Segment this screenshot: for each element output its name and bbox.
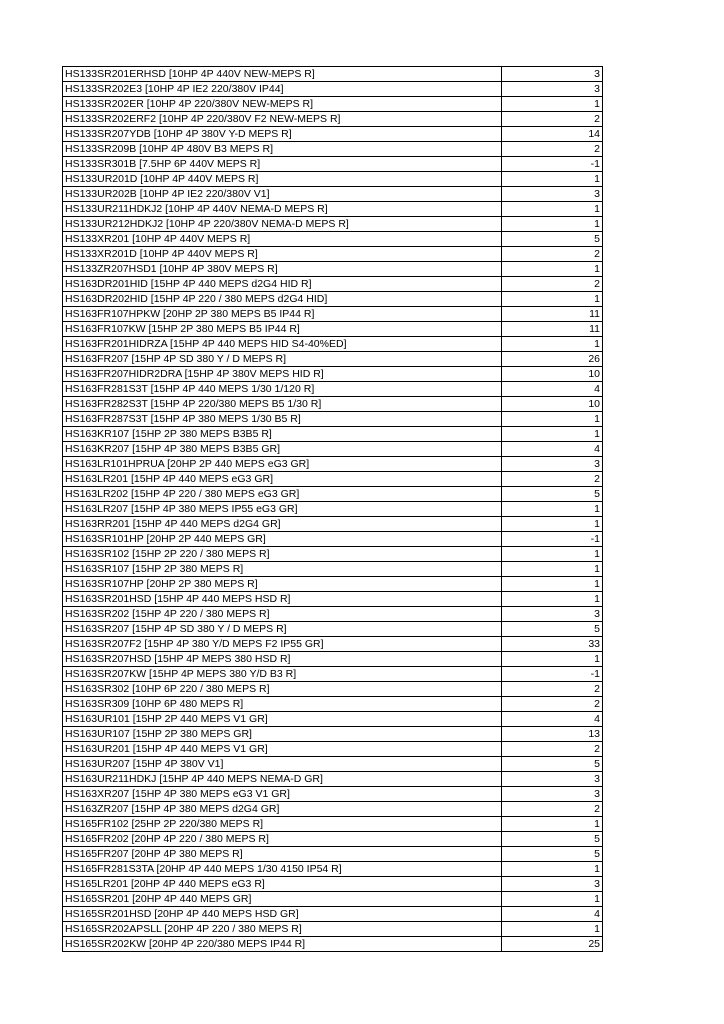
- table-row: [63, 232, 603, 247]
- item-description-cell: HS133SR301B [7.5HP 6P 440V MEPS R]: [63, 157, 502, 172]
- table-row: [63, 892, 603, 907]
- table-row: [63, 442, 603, 457]
- item-description-cell: HS133SR207YDB [10HP 4P 380V Y-D MEPS R]: [63, 127, 502, 142]
- quantity-cell: 1: [502, 517, 603, 532]
- quantity-cell: 4: [502, 442, 603, 457]
- item-description-cell: HS163KR107 [15HP 2P 380 MEPS B3B5 R]: [63, 427, 502, 442]
- table-row: [63, 187, 603, 202]
- table-row: [63, 292, 603, 307]
- quantity-cell: 2: [502, 472, 603, 487]
- table-row: [63, 337, 603, 352]
- table-row: [63, 787, 603, 802]
- table-row: [63, 937, 603, 952]
- item-description-cell: HS165FR207 [20HP 4P 380 MEPS R]: [63, 847, 502, 862]
- quantity-cell: 5: [502, 232, 603, 247]
- table-row: [63, 592, 603, 607]
- quantity-cell: 5: [502, 832, 603, 847]
- item-description-cell: HS163FR281S3T [15HP 4P 440 MEPS 1/30 1/120 R]: [63, 382, 502, 397]
- item-description-cell: HS163LR202 [15HP 4P 220 / 380 MEPS eG3 GR]: [63, 487, 502, 502]
- table-row: [63, 202, 603, 217]
- quantity-cell: 4: [502, 712, 603, 727]
- table-row: [63, 622, 603, 637]
- table-row: [63, 847, 603, 862]
- table-row: [63, 907, 603, 922]
- table-row: [63, 862, 603, 877]
- quantity-cell: 2: [502, 802, 603, 817]
- quantity-cell: 11: [502, 322, 603, 337]
- item-description-cell: HS163SR207KW [15HP 4P MEPS 380 Y/D B3 R]: [63, 667, 502, 682]
- item-description-cell: HS165SR202KW [20HP 4P 220/380 MEPS IP44 R]: [63, 937, 502, 952]
- quantity-cell: 3: [502, 877, 603, 892]
- item-description-cell: HS163UR101 [15HP 2P 440 MEPS V1 GR]: [63, 712, 502, 727]
- quantity-cell: 1: [502, 562, 603, 577]
- table-row: [63, 322, 603, 337]
- quantity-cell: 1: [502, 922, 603, 937]
- table-row: [63, 802, 603, 817]
- table-row: [63, 277, 603, 292]
- table-row: [63, 397, 603, 412]
- item-description-cell: HS133SR201ERHSD [10HP 4P 440V NEW-MEPS R]: [63, 67, 502, 82]
- item-description-cell: HS165SR201 [20HP 4P 440 MEPS GR]: [63, 892, 502, 907]
- item-description-cell: HS165FR102 [25HP 2P 220/380 MEPS R]: [63, 817, 502, 832]
- item-description-cell: HS163SR101HP [20HP 2P 440 MEPS GR]: [63, 532, 502, 547]
- quantity-cell: 3: [502, 457, 603, 472]
- quantity-cell: 1: [502, 592, 603, 607]
- table-row: [63, 307, 603, 322]
- table-row: [63, 577, 603, 592]
- table-row: [63, 247, 603, 262]
- table-row: [63, 877, 603, 892]
- table-row: [63, 532, 603, 547]
- item-description-cell: HS163SR202 [15HP 4P 220 / 380 MEPS R]: [63, 607, 502, 622]
- table-row: [63, 502, 603, 517]
- item-description-cell: HS133UR202B [10HP 4P IE2 220/380V V1]: [63, 187, 502, 202]
- table-row: [63, 217, 603, 232]
- quantity-cell: 1: [502, 262, 603, 277]
- item-description-cell: HS133SR202ERF2 [10HP 4P 220/380V F2 NEW-MEPS R]: [63, 112, 502, 127]
- item-description-cell: HS133SR209B [10HP 4P 480V B3 MEPS R]: [63, 142, 502, 157]
- quantity-cell: 3: [502, 607, 603, 622]
- table-row: [63, 667, 603, 682]
- quantity-cell: 1: [502, 337, 603, 352]
- quantity-cell: 3: [502, 772, 603, 787]
- table-row: [63, 697, 603, 712]
- table-row: [63, 727, 603, 742]
- table-row: [63, 157, 603, 172]
- item-description-cell: HS163KR207 [15HP 4P 380 MEPS B3B5 GR]: [63, 442, 502, 457]
- quantity-cell: 4: [502, 382, 603, 397]
- quantity-cell: 1: [502, 577, 603, 592]
- item-description-cell: HS163SR309 [10HP 6P 480 MEPS R]: [63, 697, 502, 712]
- table-row: [63, 142, 603, 157]
- item-description-cell: HS165FR202 [20HP 4P 220 / 380 MEPS R]: [63, 832, 502, 847]
- quantity-cell: 1: [502, 217, 603, 232]
- quantity-cell: 10: [502, 397, 603, 412]
- item-description-cell: HS163LR101HPRUA [20HP 2P 440 MEPS eG3 GR]: [63, 457, 502, 472]
- table-row: [63, 127, 603, 142]
- item-description-cell: HS163SR201HSD [15HP 4P 440 MEPS HSD R]: [63, 592, 502, 607]
- table-row: [63, 637, 603, 652]
- table-row: [63, 652, 603, 667]
- inventory-table-body: [63, 67, 603, 952]
- table-row: [63, 682, 603, 697]
- table-row: [63, 472, 603, 487]
- table-row: [63, 772, 603, 787]
- item-description-cell: HS163DR202HID [15HP 4P 220 / 380 MEPS d2G4 HID]: [63, 292, 502, 307]
- table-row: [63, 427, 603, 442]
- item-description-cell: HS133UR212HDKJ2 [10HP 4P 220/380V NEMA-D MEPS R]: [63, 217, 502, 232]
- item-description-cell: HS165LR201 [20HP 4P 440 MEPS eG3 R]: [63, 877, 502, 892]
- table-row: [63, 487, 603, 502]
- item-description-cell: HS163FR201HIDRZA [15HP 4P 440 MEPS HID S4-40%ED]: [63, 337, 502, 352]
- table-row: [63, 712, 603, 727]
- item-description-cell: HS163SR107HP [20HP 2P 380 MEPS R]: [63, 577, 502, 592]
- inventory-sheet: [62, 66, 600, 952]
- quantity-cell: 4: [502, 907, 603, 922]
- quantity-cell: 2: [502, 697, 603, 712]
- table-row: [63, 757, 603, 772]
- quantity-cell: 5: [502, 757, 603, 772]
- quantity-cell: 33: [502, 637, 603, 652]
- quantity-cell: 3: [502, 67, 603, 82]
- item-description-cell: HS163SR102 [15HP 2P 220 / 380 MEPS R]: [63, 547, 502, 562]
- quantity-cell: 14: [502, 127, 603, 142]
- inventory-table: [62, 66, 603, 952]
- item-description-cell: HS165SR202APSLL [20HP 4P 220 / 380 MEPS R]: [63, 922, 502, 937]
- quantity-cell: -1: [502, 532, 603, 547]
- item-description-cell: HS133ZR207HSD1 [10HP 4P 380V MEPS R]: [63, 262, 502, 277]
- quantity-cell: 13: [502, 727, 603, 742]
- item-description-cell: HS163FR207 [15HP 4P SD 380 Y / D MEPS R]: [63, 352, 502, 367]
- item-description-cell: HS163UR211HDKJ [15HP 4P 440 MEPS NEMA-D GR]: [63, 772, 502, 787]
- table-row: [63, 97, 603, 112]
- table-row: [63, 922, 603, 937]
- table-row: [63, 67, 603, 82]
- table-row: [63, 412, 603, 427]
- item-description-cell: HS133SR202E3 [10HP 4P IE2 220/380V IP44]: [63, 82, 502, 97]
- quantity-cell: 3: [502, 187, 603, 202]
- item-description-cell: HS163SR207HSD [15HP 4P MEPS 380 HSD R]: [63, 652, 502, 667]
- item-description-cell: HS163FR207HIDR2DRA [15HP 4P 380V MEPS HID R]: [63, 367, 502, 382]
- table-row: [63, 607, 603, 622]
- quantity-cell: 1: [502, 502, 603, 517]
- table-row: [63, 262, 603, 277]
- quantity-cell: 1: [502, 892, 603, 907]
- item-description-cell: HS165SR201HSD [20HP 4P 440 MEPS HSD GR]: [63, 907, 502, 922]
- item-description-cell: HS163FR282S3T [15HP 4P 220/380 MEPS B5 1/30 R]: [63, 397, 502, 412]
- table-row: [63, 112, 603, 127]
- table-row: [63, 352, 603, 367]
- quantity-cell: 10: [502, 367, 603, 382]
- item-description-cell: HS133XR201 [10HP 4P 440V MEPS R]: [63, 232, 502, 247]
- item-description-cell: HS163SR207F2 [15HP 4P 380 Y/D MEPS F2 IP55 GR]: [63, 637, 502, 652]
- table-row: [63, 817, 603, 832]
- quantity-cell: 1: [502, 412, 603, 427]
- quantity-cell: 3: [502, 82, 603, 97]
- quantity-cell: 1: [502, 292, 603, 307]
- quantity-cell: 1: [502, 427, 603, 442]
- table-row: [63, 547, 603, 562]
- table-row: [63, 367, 603, 382]
- quantity-cell: 2: [502, 742, 603, 757]
- quantity-cell: 1: [502, 172, 603, 187]
- item-description-cell: HS163FR107HPKW [20HP 2P 380 MEPS B5 IP44 R]: [63, 307, 502, 322]
- quantity-cell: 1: [502, 202, 603, 217]
- quantity-cell: 26: [502, 352, 603, 367]
- quantity-cell: 2: [502, 247, 603, 262]
- table-row: [63, 82, 603, 97]
- item-description-cell: HS133UR201D [10HP 4P 440V MEPS R]: [63, 172, 502, 187]
- quantity-cell: -1: [502, 667, 603, 682]
- item-description-cell: HS133XR201D [10HP 4P 440V MEPS R]: [63, 247, 502, 262]
- quantity-cell: 3: [502, 787, 603, 802]
- item-description-cell: HS163RR201 [15HP 4P 440 MEPS d2G4 GR]: [63, 517, 502, 532]
- item-description-cell: HS163FR107KW [15HP 2P 380 MEPS B5 IP44 R]: [63, 322, 502, 337]
- item-description-cell: HS163UR207 [15HP 4P 380V V1]: [63, 757, 502, 772]
- table-row: [63, 517, 603, 532]
- quantity-cell: 5: [502, 847, 603, 862]
- quantity-cell: 2: [502, 142, 603, 157]
- item-description-cell: HS165FR281S3TA [20HP 4P 440 MEPS 1/30 4150 IP54 R]: [63, 862, 502, 877]
- item-description-cell: HS163LR207 [15HP 4P 380 MEPS IP55 eG3 GR]: [63, 502, 502, 517]
- quantity-cell: 2: [502, 277, 603, 292]
- item-description-cell: HS163SR107 [15HP 2P 380 MEPS R]: [63, 562, 502, 577]
- quantity-cell: 1: [502, 862, 603, 877]
- quantity-cell: 11: [502, 307, 603, 322]
- quantity-cell: 5: [502, 622, 603, 637]
- quantity-cell: 5: [502, 487, 603, 502]
- table-row: [63, 562, 603, 577]
- quantity-cell: 1: [502, 817, 603, 832]
- table-row: [63, 832, 603, 847]
- quantity-cell: 25: [502, 937, 603, 952]
- item-description-cell: HS163XR207 [15HP 4P 380 MEPS eG3 V1 GR]: [63, 787, 502, 802]
- table-row: [63, 742, 603, 757]
- table-row: [63, 172, 603, 187]
- table-row: [63, 382, 603, 397]
- quantity-cell: 2: [502, 112, 603, 127]
- item-description-cell: HS163DR201HID [15HP 4P 440 MEPS d2G4 HID R]: [63, 277, 502, 292]
- quantity-cell: 1: [502, 652, 603, 667]
- quantity-cell: 2: [502, 682, 603, 697]
- item-description-cell: HS133SR202ER [10HP 4P 220/380V NEW-MEPS R]: [63, 97, 502, 112]
- item-description-cell: HS163UR201 [15HP 4P 440 MEPS V1 GR]: [63, 742, 502, 757]
- quantity-cell: -1: [502, 157, 603, 172]
- item-description-cell: HS163FR287S3T [15HP 4P 380 MEPS 1/30 B5 R]: [63, 412, 502, 427]
- item-description-cell: HS163SR207 [15HP 4P SD 380 Y / D MEPS R]: [63, 622, 502, 637]
- item-description-cell: HS163LR201 [15HP 4P 440 MEPS eG3 GR]: [63, 472, 502, 487]
- item-description-cell: HS133UR211HDKJ2 [10HP 4P 440V NEMA-D MEPS R]: [63, 202, 502, 217]
- table-row: [63, 457, 603, 472]
- quantity-cell: 1: [502, 97, 603, 112]
- quantity-cell: 1: [502, 547, 603, 562]
- item-description-cell: HS163UR107 [15HP 2P 380 MEPS GR]: [63, 727, 502, 742]
- item-description-cell: HS163ZR207 [15HP 4P 380 MEPS d2G4 GR]: [63, 802, 502, 817]
- item-description-cell: HS163SR302 [10HP 6P 220 / 380 MEPS R]: [63, 682, 502, 697]
